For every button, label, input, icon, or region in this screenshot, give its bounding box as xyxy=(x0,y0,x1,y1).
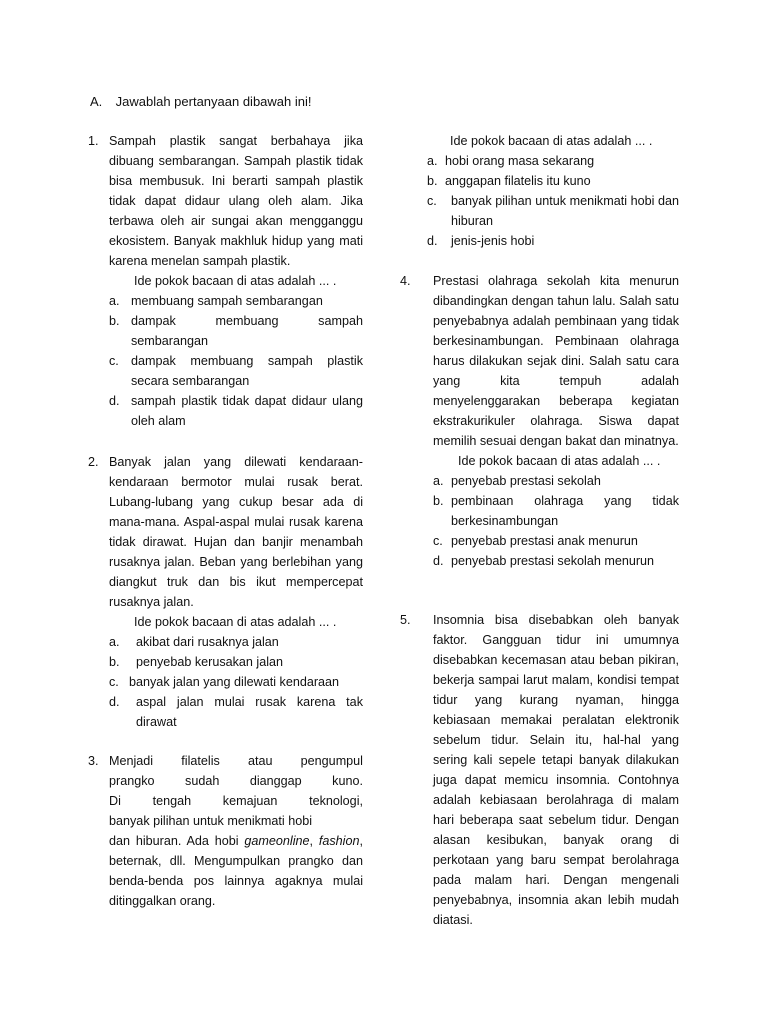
option-d: d. sampah plastik tidak dapat didaur ulang oleh alam xyxy=(109,394,363,428)
option-a: a. hobi orang masa sekarang xyxy=(427,154,595,168)
option-d: d. aspal jalan mulai rusak karena tak dirawat xyxy=(109,695,363,729)
option-c: c. banyak pilihan untuk menikmati hobi dan hiburan xyxy=(427,194,679,228)
question-1 xyxy=(88,131,363,431)
option-b: b. pembinaan olahraga yang tidak berkesinambungan xyxy=(433,494,679,528)
question-prompt: Ide pokok bacaan di atas adalah ... . xyxy=(134,615,337,629)
option-a: a. membuang sampah sembarangan xyxy=(109,294,323,308)
option-a: a. penyebab prestasi sekolah xyxy=(433,474,601,488)
option-list xyxy=(109,291,363,431)
section-title: Jawablah pertanyaan dibawah ini! xyxy=(115,94,312,109)
question-2 xyxy=(88,452,363,732)
question-passage: Menjadi filatelis atau pengumpul prangko sudah dianggap kuno. Di tengah kemajuan teknologi, banyak pilihan untuk menikmati hobi dan hiburan. Ada hobi gameonline, fashion, beternak, dll. Mengumpulkan prangko dan benda-benda pos lainnya agaknya mulai ditinggalkan orang. xyxy=(109,754,363,908)
option-list xyxy=(109,632,363,732)
section-label: A. xyxy=(90,94,103,109)
question-passage: Prestasi olahraga sekolah kita menurun dibandingkan dengan tahun lalu. Salah satu penyebabnya adalah pembinaan yang tidak berkesinambungan. Pembinaan olahraga harus dilakukan sejak dini. Salah satu cara yang kita tempuh adalah menyelenggarakan beberapa kegiatan ekstrakurikuler olahraga. Siswa dapat memilih sesuai dengan bakat dan minatnya. xyxy=(433,274,679,448)
option-list xyxy=(427,151,679,251)
option-b: b. penyebab kerusakan jalan xyxy=(109,655,284,669)
question-number: 1. xyxy=(88,134,99,148)
question-prompt: Ide pokok bacaan di atas adalah ... . xyxy=(458,454,661,468)
option-list xyxy=(433,471,679,571)
question-number: 4. xyxy=(400,274,411,288)
emphasis-gameonline: gameonline xyxy=(244,834,310,848)
question-number: 5. xyxy=(400,613,411,627)
option-d: d. jenis-jenis hobi xyxy=(427,234,535,248)
option-b: b. anggapan filatelis itu kuno xyxy=(427,174,591,188)
question-passage: Banyak jalan yang dilewati kendaraan-kendaraan bermotor mulai rusak berat. Lubang-lubang yang cukup besar ada di mana-mana. Aspal-aspal mulai rusak karena tidak dirawat. Hujan dan banjir menambah rusaknya jalan. Beban yang berlebihan yang diangkut truk dan bis ikut mempercepat rusaknya jalan. xyxy=(109,455,363,609)
question-3 xyxy=(88,751,363,911)
question-5 xyxy=(400,610,679,930)
question-3-continued xyxy=(400,131,679,251)
option-d: d. penyebab prestasi sekolah menurun xyxy=(433,554,655,568)
question-prompt: Ide pokok bacaan di atas adalah ... . xyxy=(450,134,653,148)
question-prompt: Ide pokok bacaan di atas adalah ... . xyxy=(134,274,337,288)
option-c: c. penyebab prestasi anak menurun xyxy=(433,534,638,548)
option-c: c. banyak jalan yang dilewati kendaraan xyxy=(109,675,340,689)
emphasis-fashion: fashion xyxy=(318,834,360,848)
question-number: 2. xyxy=(88,455,99,469)
question-passage: Insomnia bisa disebabkan oleh banyak faktor. Gangguan tidur ini umumnya disebabkan kecemasan atau beban pikiran, bekerja sampai larut malam, kondisi tempat tidur yang kurang nyaman, hingga kebiasaan memakai peralatan elektronik sebelum tidur. Selain itu, hal-hal yang sering kali sepele tetapi banyak dilakukan juga dapat memicu insomnia. Contohnya adalah kebiasaan berolahraga di malam hari beberapa saat sebelum tidur. Dengan alasan kesibukan, banyak orang di perkotaan yang baru sempat berolahraga pada malam hari. Dengan mengenali penyebabnya, insomnia akan lebih mudah diatasi. xyxy=(433,613,679,927)
option-c: c. dampak membuang sampah plastik secara sembarangan xyxy=(109,354,363,388)
section-heading xyxy=(90,92,311,112)
question-number: 3. xyxy=(88,754,99,768)
question-passage: Sampah plastik sangat berbahaya jika dibuang sembarangan. Sampah plastik tidak bisa membusuk. Ini berarti sampah plastik tidak dapat didaur ulang oleh alam. Jika terbawa oleh air sungai akan mengganggu ekosistem. Banyak makhluk hidup yang mati karena menelan sampah plastik. xyxy=(109,134,363,268)
option-b: b. dampak membuang sampah sembarangan xyxy=(109,314,363,348)
option-a: a. akibat dari rusaknya jalan xyxy=(109,635,279,649)
question-4 xyxy=(400,271,679,571)
